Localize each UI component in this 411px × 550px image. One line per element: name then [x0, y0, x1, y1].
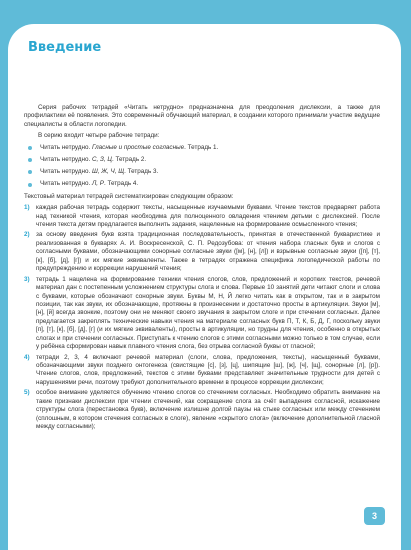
list-item	[24, 204, 380, 229]
notebook-lead: Читать нетрудно.	[40, 180, 92, 188]
structure-intro: Текстовый материал тетрадей систематизирован следующим образом:	[24, 192, 234, 200]
notebook-number: . Тетрадь 3.	[124, 168, 159, 176]
notebook-item	[28, 180, 380, 188]
page-title: Введение	[28, 40, 102, 55]
notebook-topic: Гласные и простые согласные	[91, 143, 185, 151]
item-text: каждая рабочая тетрадь содержит тексты, насыщенные изучаемыми буквами. Чтение текстов предваряет работа над техникой чтения, которая необходима для полноценного овладения чтением детьми с дислексией. После чтения текста детям предлагается выполнить задания, нацеленные на формирование осмысленного чтения;	[36, 204, 380, 228]
notebook-number: . Тетрадь 4.	[104, 180, 139, 188]
notebook-item	[28, 144, 380, 152]
notebook-number: . Тетрадь 2.	[111, 155, 147, 163]
item-number: 4)	[24, 353, 30, 361]
bullet-icon	[28, 158, 32, 162]
notebook-topic: Ш, Ж, Ч, Щ	[91, 168, 125, 176]
notebook-item	[28, 156, 380, 164]
item-number: 5)	[24, 389, 30, 397]
item-text: особое внимание уделяется обучению чтению слогов со стечением согласных. Необходимо обратить внимание на такие признаки дислексии при чтении стечений, как сокращение слога за счёт выпадения согласной, искажение структуры слога (перестановка букв), включение излишне долгой паузы на стыке согласных или между стечением (сплошным, в котором стечения согласных в слоге), явление «скрытого слога» (включение дополнительной гласной между согласными);	[36, 389, 380, 431]
list-item	[24, 276, 380, 352]
notebook-item	[28, 168, 380, 176]
bullet-icon	[28, 146, 32, 150]
right-border	[401, 0, 411, 550]
page-number: 3	[364, 507, 385, 525]
structure-list	[24, 204, 380, 431]
notebook-lead: Читать нетрудно.	[40, 143, 92, 151]
item-text: тетради 2, 3, 4 включают речевой материал (слоги, слова, предложения, тексты), насыщенный буквами, обозначающими звуки позднего онтогенеза (свистящие [с], [з], [ц], шипящие [ш], [ж], [ч], [щ], сонорные [л], [р]). Чтение слогов, слов, предложений, текстов с этими буквами представляет значительные трудности для детей с нарушениями речи, поэтому требуют дополнительного времени в процессе коррекции дислексии;	[36, 353, 380, 386]
bullet-icon	[28, 170, 32, 174]
item-number: 3)	[24, 275, 30, 283]
list-item	[24, 389, 380, 431]
item-number: 2)	[24, 231, 30, 239]
body-text	[24, 104, 380, 434]
left-border	[0, 0, 8, 550]
bullet-icon	[28, 183, 32, 187]
list-item	[24, 354, 380, 388]
item-text: тетрадь 1 нацелена на формирование техники чтения слогов, слов, предложений и коротких текстов, речевой материал дан с постепенным усложнением структуры слога и слова. Первые 10 занятий дети читают слоги и слова с буквами, которые обозначают сонорные звуки. Буквы М, Н, Й легко читать как в открытом, так и в закрытом позиции, так как звуки, их обозначающие, протяжны в произнесении и достаточно просты в артикуляции. Звуки [м], [н], [й] всегда звонкие, поэтому они не меняют своего звучания в закрытом слоге и при стечении согласных. Далее предлагается закреплять технические навыки чтения на материале согласных букв П, Т, К, Б, Д, Г, поскольку звуки [п], [т], [к], [б], [д], [г] (и их мягкие эквиваленты), просты в артикуляции, но трудны для чтения, особенно в открытых слогах и при стечении согласных. Приступать к чтению слогов с этими согласными можно только в том случае, если у ребёнка сформирован навык плавного чтения слога, без отрыва согласной буквы от гласной;	[36, 275, 380, 351]
notebook-number: . Тетрадь 1.	[184, 143, 219, 151]
item-text: за основу введения букв взята традиционная последовательность, принятая в отечественной букваристике и реализованная в букварях А. И. Воскресенской, С. П. Редозубова: от чтения набора гласных букв и слогов с согласными буквами, обозначающими сонорные согласные звуки ([м], [н], [л]) и взрывные согласные звуки ([п], [т], [к], [б], [д], [г]) и их мягкие эквиваленты. Также в тетрадях отражена специфика логопедической работы по предупреждению и коррекции нарушений чтения;	[36, 231, 380, 273]
list-item	[24, 231, 380, 273]
notebook-list	[28, 144, 380, 189]
item-number: 1)	[24, 204, 30, 212]
intro-paragraph-2: В серию входит четыре рабочие тетради:	[38, 132, 160, 140]
intro-paragraph: Серия рабочих тетрадей «Читать нетрудно» предназначена для преодоления дислексии, а также для профилактики её появления. Это современный обучающий материал, в создании которого принимали участие ведущие специалисты в области логопедии.	[24, 104, 380, 128]
notebook-topic: Л, Р	[91, 180, 105, 188]
notebook-lead: Читать нетрудно.	[40, 155, 92, 163]
notebook-lead: Читать нетрудно.	[40, 168, 92, 176]
notebook-topic: С, З, Ц	[91, 155, 112, 163]
